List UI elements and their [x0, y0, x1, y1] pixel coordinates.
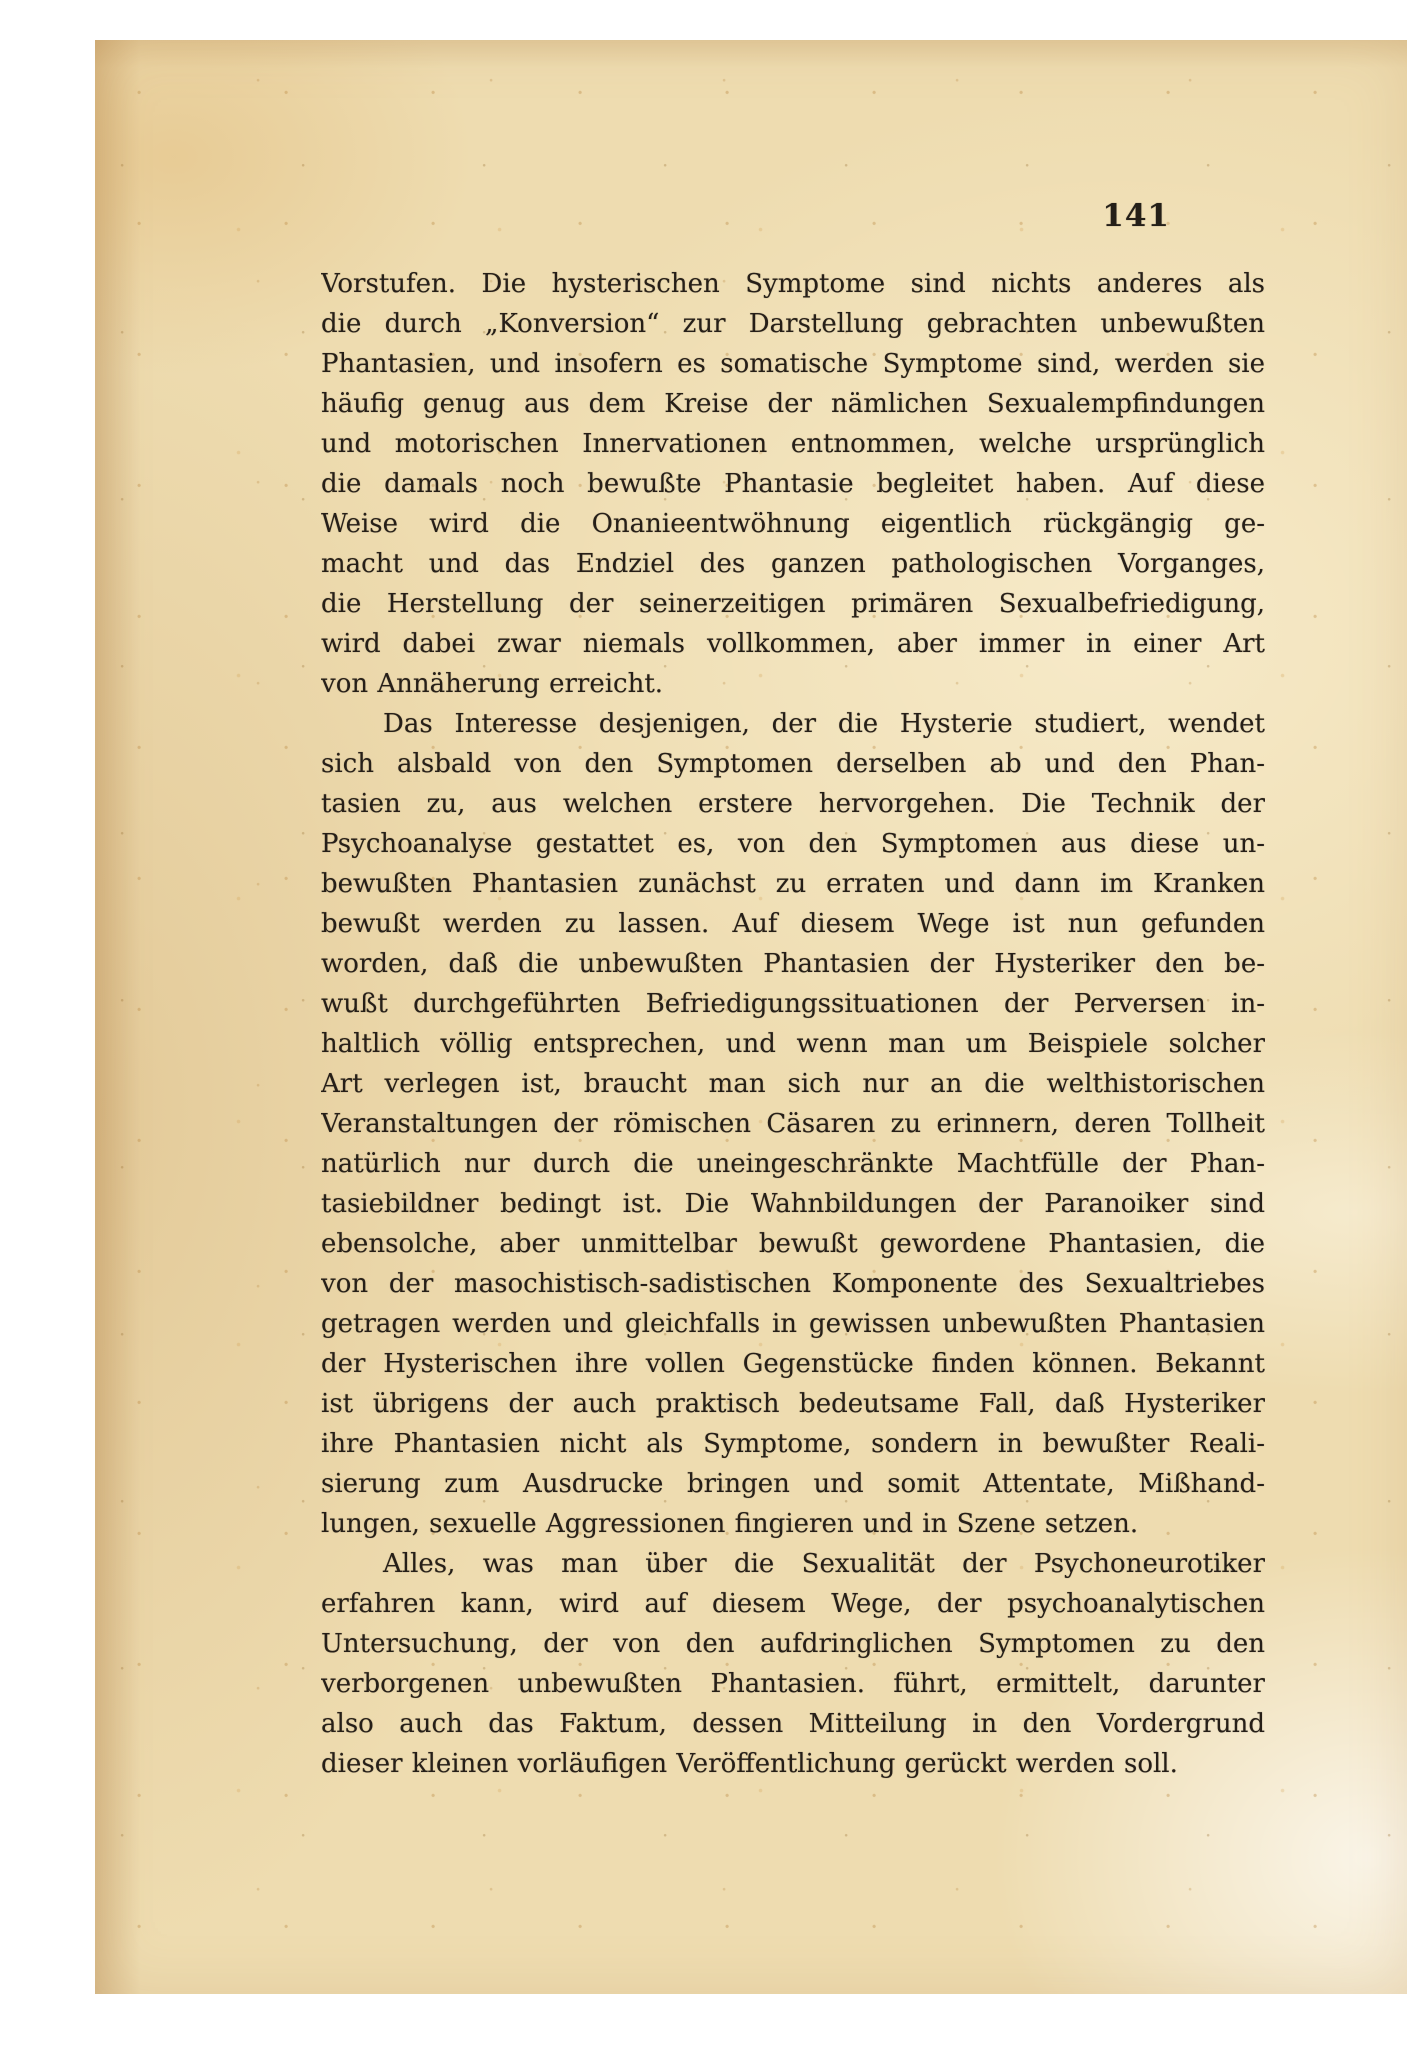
- text-line: ihre Phantasien nicht als Symptome, sondern in bewußter Reali-: [321, 1429, 1265, 1459]
- text-line: lungen, sexuelle Aggressionen fingieren und in Szene setzen.: [321, 1509, 1139, 1539]
- text-line: natürlich nur durch die uneingeschränkte Machtfülle der Phan-: [321, 1149, 1265, 1179]
- text-line: wußt durchgeführten Befriedigungssituationen der Perversen in-: [321, 989, 1265, 1019]
- text-line: von der masochistisch-sadistischen Komponente des Sexualtriebes: [321, 1269, 1265, 1299]
- text-line: tasiebildner bedingt ist. Die Wahnbildungen der Paranoiker sind: [321, 1189, 1265, 1219]
- text-line: Das Interesse desjenigen, der die Hysterie studiert, wendet: [383, 709, 1265, 739]
- text-block: [321, 264, 1265, 1784]
- text-line: häufig genug aus dem Kreise der nämlichen Sexualempfindungen: [321, 389, 1265, 419]
- text-line: Phantasien, und insofern es somatische Symptome sind, werden sie: [321, 349, 1265, 379]
- text-line: Weise wird die Onanieentwöhnung eigentlich rückgängig ge-: [321, 509, 1265, 539]
- text-line: also auch das Faktum, dessen Mitteilung in den Vordergrund: [321, 1709, 1265, 1739]
- text-line: der Hysterischen ihre vollen Gegenstücke finden können. Bekannt: [321, 1349, 1265, 1379]
- text-line: getragen werden und gleichfalls in gewissen unbewußten Phantasien: [321, 1309, 1265, 1339]
- text-line: ebensolche, aber unmittelbar bewußt gewordene Phantasien, die: [321, 1229, 1265, 1259]
- text-line: die damals noch bewußte Phantasie begleitet haben. Auf diese: [321, 469, 1265, 499]
- text-line: worden, daß die unbewußten Phantasien der Hysteriker den be-: [321, 949, 1265, 979]
- text-line: Psychoanalyse gestattet es, von den Symptomen aus diese un-: [321, 829, 1265, 859]
- text-line: sierung zum Ausdrucke bringen und somit Attentate, Mißhand-: [321, 1469, 1265, 1499]
- text-line: Vorstufen. Die hysterischen Symptome sind nichts anderes als: [321, 269, 1265, 299]
- text-line: sich alsbald von den Symptomen derselben ab und den Phan-: [321, 749, 1265, 779]
- text-line: bewußten Phantasien zunächst zu erraten und dann im Kranken: [321, 869, 1265, 899]
- text-line: macht und das Endziel des ganzen pathologischen Vorganges,: [321, 549, 1265, 579]
- text-line: die Herstellung der seinerzeitigen primären Sexualbefriedigung,: [321, 589, 1265, 619]
- page-number: 141: [1102, 198, 1170, 234]
- text-line: erfahren kann, wird auf diesem Wege, der psychoanalytischen: [321, 1589, 1265, 1619]
- text-line: Veranstaltungen der römischen Cäsaren zu erinnern, deren Tollheit: [321, 1109, 1265, 1139]
- text-line: bewußt werden zu lassen. Auf diesem Wege ist nun gefunden: [321, 909, 1265, 939]
- text-line: haltlich völlig entsprechen, und wenn man um Beispiele solcher: [321, 1029, 1265, 1059]
- text-line: dieser kleinen vorläufigen Veröffentlichung gerückt werden soll.: [321, 1749, 1178, 1779]
- text-line: von Annäherung erreicht.: [321, 669, 664, 699]
- text-line: die durch „Konversion“ zur Darstellung gebrachten unbewußten: [321, 309, 1265, 339]
- book-page-paper: [95, 40, 1407, 1994]
- text-line: tasien zu, aus welchen erstere hervorgehen. Die Technik der: [321, 789, 1265, 819]
- text-line: ist übrigens der auch praktisch bedeutsame Fall, daß Hysteriker: [321, 1389, 1265, 1419]
- text-line: verborgenen unbewußten Phantasien. führt, ermittelt, darunter: [321, 1669, 1265, 1699]
- text-line: wird dabei zwar niemals vollkommen, aber immer in einer Art: [321, 629, 1265, 659]
- text-line: und motorischen Innervationen entnommen, welche ursprünglich: [321, 429, 1265, 459]
- text-line: Untersuchung, der von den aufdringlichen Symptomen zu den: [321, 1629, 1265, 1659]
- text-line: Alles, was man über die Sexualität der Psychoneurotiker: [383, 1549, 1265, 1579]
- text-line: Art verlegen ist, braucht man sich nur an die welthistorischen: [321, 1069, 1265, 1099]
